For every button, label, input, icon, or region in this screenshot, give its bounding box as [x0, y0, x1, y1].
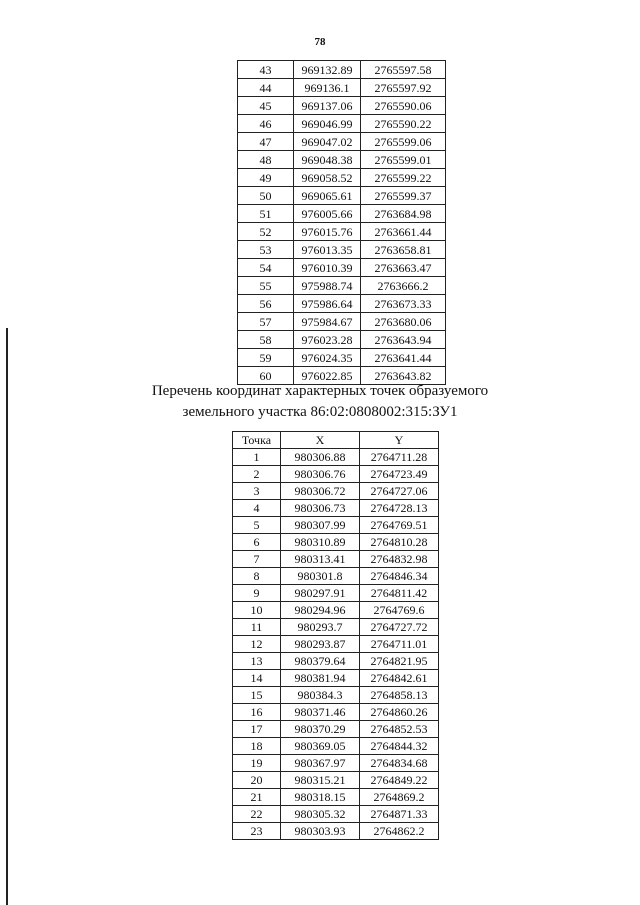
point-number-cell: 47	[238, 133, 294, 151]
table-row	[238, 205, 446, 223]
point-number-cell: 49	[238, 169, 294, 187]
y-coordinate-cell: 2764869.2	[360, 789, 439, 806]
point-number-cell: 59	[238, 349, 294, 367]
table-row	[233, 449, 439, 466]
point-number-cell: 60	[238, 367, 294, 385]
x-coordinate-cell: 980313.41	[281, 551, 360, 568]
x-coordinate-cell: 980294.96	[281, 602, 360, 619]
point-number-cell: 58	[238, 331, 294, 349]
x-coordinate-cell: 980306.72	[281, 483, 360, 500]
table-row	[233, 602, 439, 619]
page-number: 78	[314, 36, 326, 48]
x-coordinate-cell: 980307.99	[281, 517, 360, 534]
section-heading	[0, 381, 640, 423]
point-number-cell: 23	[233, 823, 281, 840]
table-row	[233, 755, 439, 772]
y-coordinate-cell: 2764711.28	[360, 449, 439, 466]
y-coordinate-cell: 2763673.33	[361, 295, 446, 313]
point-number-cell: 16	[233, 704, 281, 721]
x-coordinate-cell: 976005.66	[294, 205, 361, 223]
table-row	[233, 568, 439, 585]
x-coordinate-cell: 980381.94	[281, 670, 360, 687]
point-number-cell: 43	[238, 61, 294, 79]
x-coordinate-cell: 980301.8	[281, 568, 360, 585]
point-number-cell: 22	[233, 806, 281, 823]
table-row	[238, 169, 446, 187]
y-coordinate-cell: 2765599.22	[361, 169, 446, 187]
y-coordinate-cell: 2764844.32	[360, 738, 439, 755]
point-number-cell: 11	[233, 619, 281, 636]
table-row	[238, 79, 446, 97]
x-coordinate-cell: 969137.06	[294, 97, 361, 115]
y-coordinate-cell: 2764810.28	[360, 534, 439, 551]
y-coordinate-cell: 2763641.44	[361, 349, 446, 367]
y-coordinate-cell: 2764858.13	[360, 687, 439, 704]
point-number-cell: 14	[233, 670, 281, 687]
coordinates-table-continued	[237, 60, 446, 385]
point-number-cell: 53	[238, 241, 294, 259]
table-row	[233, 585, 439, 602]
table-row	[233, 721, 439, 738]
table-row	[233, 500, 439, 517]
y-coordinate-cell: 2764860.26	[360, 704, 439, 721]
table-row	[233, 619, 439, 636]
point-number-cell: 55	[238, 277, 294, 295]
table-row	[238, 97, 446, 115]
x-coordinate-cell: 976013.35	[294, 241, 361, 259]
y-coordinate-cell: 2765590.06	[361, 97, 446, 115]
y-coordinate-cell: 2765599.01	[361, 151, 446, 169]
y-coordinate-cell: 2764849.22	[360, 772, 439, 789]
x-coordinate-cell: 969058.52	[294, 169, 361, 187]
table-row	[238, 151, 446, 169]
table-row	[238, 259, 446, 277]
section-heading-line-1: Перечень координат характерных точек образуемого	[151, 383, 489, 399]
point-number-cell: 57	[238, 313, 294, 331]
y-coordinate-cell: 2764769.51	[360, 517, 439, 534]
y-coordinate-cell: 2764862.2	[360, 823, 439, 840]
point-number-cell: 20	[233, 772, 281, 789]
y-coordinate-cell: 2763680.06	[361, 313, 446, 331]
point-number-cell: 56	[238, 295, 294, 313]
table-row	[238, 241, 446, 259]
x-coordinate-cell: 969136.1	[294, 79, 361, 97]
point-number-cell: 44	[238, 79, 294, 97]
table-row	[233, 823, 439, 840]
table-row	[238, 61, 446, 79]
x-coordinate-cell: 975988.74	[294, 277, 361, 295]
y-coordinate-cell: 2765599.06	[361, 133, 446, 151]
y-coordinate-cell: 2764821.95	[360, 653, 439, 670]
table-row	[238, 349, 446, 367]
y-coordinate-cell: 2764723.49	[360, 466, 439, 483]
table-row	[238, 133, 446, 151]
x-coordinate-cell: 980310.89	[281, 534, 360, 551]
table-row	[238, 277, 446, 295]
x-coordinate-cell: 980303.93	[281, 823, 360, 840]
x-coordinate-cell: 976024.35	[294, 349, 361, 367]
coordinates-table-body	[233, 449, 439, 840]
y-coordinate-cell: 2763643.94	[361, 331, 446, 349]
x-coordinate-cell: 975986.64	[294, 295, 361, 313]
x-coordinate-cell: 980369.05	[281, 738, 360, 755]
y-coordinate-cell: 2765590.22	[361, 115, 446, 133]
point-number-cell: 48	[238, 151, 294, 169]
x-coordinate-cell: 969132.89	[294, 61, 361, 79]
table-row	[233, 789, 439, 806]
table-header-row	[233, 432, 439, 449]
table-row	[238, 331, 446, 349]
point-number-cell: 7	[233, 551, 281, 568]
x-coordinate-cell: 969046.99	[294, 115, 361, 133]
point-number-cell: 21	[233, 789, 281, 806]
y-coordinate-cell: 2763658.81	[361, 241, 446, 259]
point-number-cell: 4	[233, 500, 281, 517]
table-row	[233, 636, 439, 653]
point-number-cell: 10	[233, 602, 281, 619]
x-coordinate-cell: 980318.15	[281, 789, 360, 806]
x-coordinate-cell: 980306.88	[281, 449, 360, 466]
x-coordinate-cell: 980370.29	[281, 721, 360, 738]
point-number-cell: 1	[233, 449, 281, 466]
point-number-cell: 54	[238, 259, 294, 277]
y-coordinate-cell: 2763666.2	[361, 277, 446, 295]
y-coordinate-cell: 2764832.98	[360, 551, 439, 568]
table-row	[233, 738, 439, 755]
point-number-cell: 45	[238, 97, 294, 115]
table-header	[233, 432, 439, 449]
table-row	[238, 295, 446, 313]
y-coordinate-cell: 2764811.42	[360, 585, 439, 602]
x-coordinate-cell: 980371.46	[281, 704, 360, 721]
y-coordinate-cell: 2763663.47	[361, 259, 446, 277]
y-coordinate-cell: 2765597.92	[361, 79, 446, 97]
point-number-cell: 50	[238, 187, 294, 205]
point-number-cell: 8	[233, 568, 281, 585]
y-coordinate-cell: 2764727.72	[360, 619, 439, 636]
x-coordinate-cell: 976010.39	[294, 259, 361, 277]
point-number-cell: 5	[233, 517, 281, 534]
y-coordinate-cell: 2764711.01	[360, 636, 439, 653]
x-coordinate-cell: 980367.97	[281, 755, 360, 772]
table-row	[233, 466, 439, 483]
table-row	[233, 653, 439, 670]
y-coordinate-cell: 2764727.06	[360, 483, 439, 500]
y-coordinate-cell: 2764728.13	[360, 500, 439, 517]
y-coordinate-cell: 2764852.53	[360, 721, 439, 738]
coordinates-table-zu1	[232, 431, 439, 840]
table-row	[233, 517, 439, 534]
table-row	[233, 534, 439, 551]
point-number-cell: 3	[233, 483, 281, 500]
y-coordinate-cell: 2764871.33	[360, 806, 439, 823]
point-number-cell: 46	[238, 115, 294, 133]
y-coordinate-cell: 2764834.68	[360, 755, 439, 772]
point-number-cell: 2	[233, 466, 281, 483]
table-row	[233, 551, 439, 568]
coordinates-table-body	[238, 61, 446, 385]
x-coordinate-cell: 980293.87	[281, 636, 360, 653]
point-number-cell: 9	[233, 585, 281, 602]
y-coordinate-cell: 2764842.61	[360, 670, 439, 687]
column-header-y: Y	[360, 432, 439, 449]
table-row	[233, 670, 439, 687]
table-row	[238, 115, 446, 133]
y-coordinate-cell: 2763661.44	[361, 223, 446, 241]
point-number-cell: 12	[233, 636, 281, 653]
y-coordinate-cell: 2765599.37	[361, 187, 446, 205]
column-header-point: Точка	[233, 432, 281, 449]
x-coordinate-cell: 976023.28	[294, 331, 361, 349]
column-header-x: X	[281, 432, 360, 449]
y-coordinate-cell: 2763643.82	[361, 367, 446, 385]
x-coordinate-cell: 980379.64	[281, 653, 360, 670]
section-heading-line-2: земельного участка 86:02:0808002:315:ЗУ1	[182, 404, 458, 420]
point-number-cell: 13	[233, 653, 281, 670]
x-coordinate-cell: 976015.76	[294, 223, 361, 241]
y-coordinate-cell: 2764846.34	[360, 568, 439, 585]
point-number-cell: 19	[233, 755, 281, 772]
x-coordinate-cell: 976022.85	[294, 367, 361, 385]
table-row	[233, 772, 439, 789]
x-coordinate-cell: 980293.7	[281, 619, 360, 636]
x-coordinate-cell: 980315.21	[281, 772, 360, 789]
y-coordinate-cell: 2764769.6	[360, 602, 439, 619]
table-row	[238, 187, 446, 205]
point-number-cell: 6	[233, 534, 281, 551]
point-number-cell: 15	[233, 687, 281, 704]
point-number-cell: 52	[238, 223, 294, 241]
table-row	[233, 704, 439, 721]
table-row	[233, 806, 439, 823]
y-coordinate-cell: 2765597.58	[361, 61, 446, 79]
point-number-cell: 17	[233, 721, 281, 738]
x-coordinate-cell: 980384.3	[281, 687, 360, 704]
x-coordinate-cell: 975984.67	[294, 313, 361, 331]
x-coordinate-cell: 980306.73	[281, 500, 360, 517]
x-coordinate-cell: 969048.38	[294, 151, 361, 169]
y-coordinate-cell: 2763684.98	[361, 205, 446, 223]
x-coordinate-cell: 969065.61	[294, 187, 361, 205]
table-row	[233, 687, 439, 704]
x-coordinate-cell: 980306.76	[281, 466, 360, 483]
table-row	[238, 223, 446, 241]
x-coordinate-cell: 980305.32	[281, 806, 360, 823]
table-row	[233, 483, 439, 500]
x-coordinate-cell: 980297.91	[281, 585, 360, 602]
point-number-cell: 51	[238, 205, 294, 223]
table-row	[238, 313, 446, 331]
x-coordinate-cell: 969047.02	[294, 133, 361, 151]
point-number-cell: 18	[233, 738, 281, 755]
